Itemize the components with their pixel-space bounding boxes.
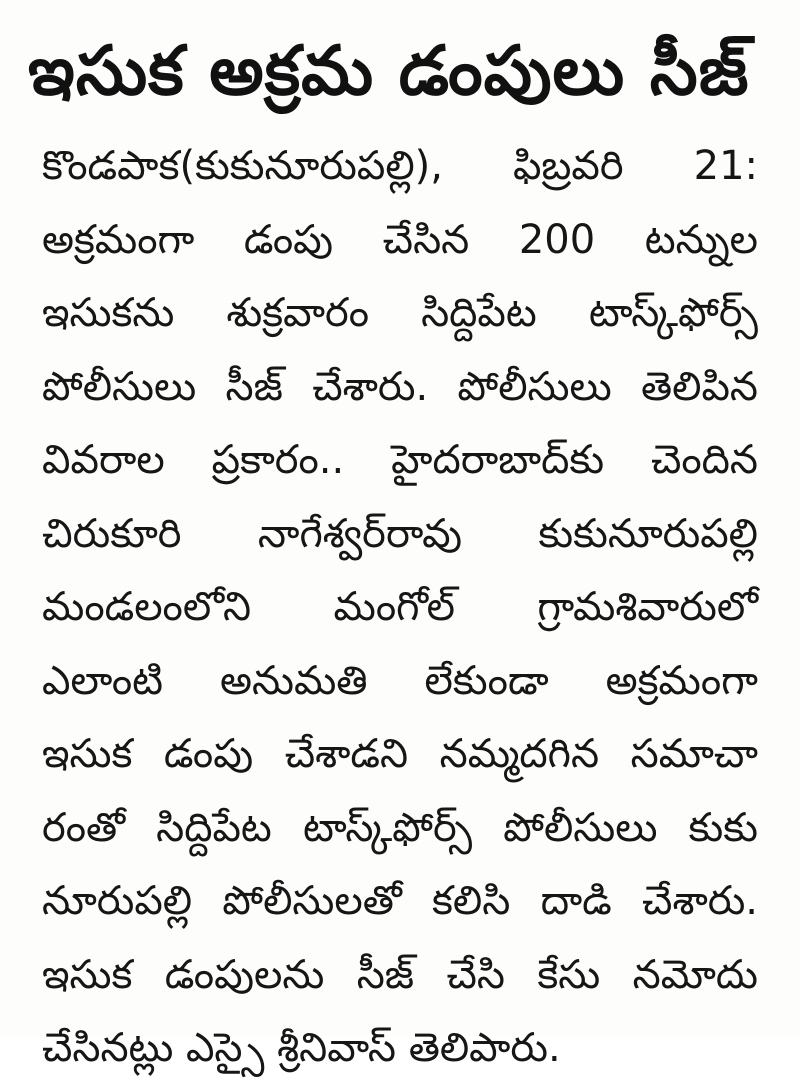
- article-line: కొండపాక(కుకునూరుపల్లి), ఫిబ్రవరి 21:: [42, 143, 758, 189]
- article-line: ఇసుక డంపు చేశాడని నమ్మదగిన సమాచా: [42, 731, 758, 777]
- article-body: [42, 130, 758, 1086]
- article-line: ఎలాంటి అనుమతి లేకుండా అక్రమంగా: [42, 657, 758, 704]
- article-line: ఇసుకను శుక్రవారం సిద్దిపేట టాస్క్‌ఫోర్స్: [42, 290, 758, 336]
- article-line: మండలంలోని మంగోల్ గ్రామశివారులో: [42, 584, 758, 630]
- article-line: పోలీసులు సీజ్ చేశారు. పోలీసులు తెలిపిన: [42, 363, 758, 410]
- article-line: నూరుపల్లి పోలీసులతో కలిసి దాడి చేశారు.: [42, 878, 758, 924]
- article-line: చేసినట్లు ఎస్సై శ్రీనివాస్ తెలిపారు.: [42, 1025, 561, 1071]
- article-line: అక్రమంగా డంపు చేసిన 200 టన్నుల: [42, 216, 758, 263]
- article-line: చిరుకూరి నాగేశ్వర్‌రావు కుకునూరుపల్లి: [42, 510, 758, 557]
- article-line: రంతో సిద్దిపేట టాస్క్‌ఫోర్స్ పోలీసులు కుకు: [42, 804, 758, 851]
- article-line: ఇసుక డంపులను సీజ్ చేసి కేసు నమోదు: [42, 951, 758, 998]
- headline: ఇసుక అక్రమ డంపులు సీజ్: [28, 32, 750, 111]
- article-line: వివరాల ప్రకారం.. హైదరాబాద్‌కు చెందిన: [42, 437, 758, 483]
